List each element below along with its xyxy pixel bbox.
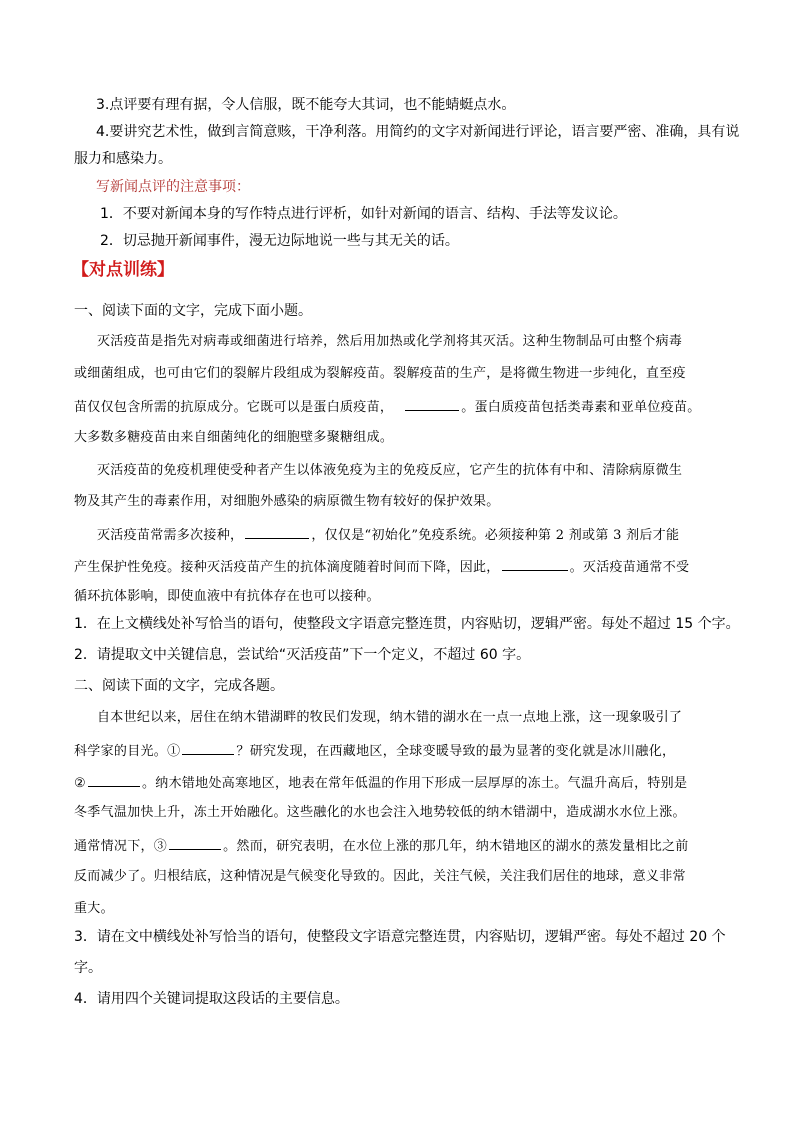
- tip-item-4-line1: 4.要讲究艺术性，做到言简意赅，干净利落。用简约的文字对新闻进行评论，语言要严密、准确，具有说: [96, 124, 740, 140]
- question-2: 2．请提取文中关键信息，尝试给“灭活疫苗”下一个定义，不超过 60 字。: [74, 647, 531, 663]
- text-segment: 产生保护性免疫。接种灭活疫苗产生的抗体滴度随着时间而下降，因此，: [74, 560, 500, 575]
- fill-blank: [502, 556, 568, 571]
- fill-blank: [245, 524, 309, 539]
- text-segment: ，仅仅是“初始化”免疫系统。必须接种第 2 剂或第 3 剂后才能: [311, 528, 680, 543]
- question-1: 1．在上文横线处补写恰当的语句，使整段文字语意完整连贯，内容贴切，逻辑严密。每处不超过 15 个字。: [74, 616, 740, 632]
- part2-para-line4: 冬季气温加快上升，冻土开始融化。这些融化的水也会注入地势较低的纳木错湖中，造成湖水水位上涨。: [74, 805, 686, 820]
- part1-para1-line2: 或细菌组成，也可由它们的裂解片段组成为裂解疫苗。裂解疫苗的生产，是将微生物进一步纯化，直至疫: [74, 366, 686, 381]
- text-segment: 通常情况下，③: [74, 839, 168, 854]
- part1-para3-line3: 循环抗体影响，即使血液中有抗体存在也可以接种。: [74, 589, 380, 604]
- part1-para1-line4: 大多数多糖疫苗由来自细菌纯化的细胞壁多聚糖组成。: [74, 430, 394, 445]
- part2-para-line2: [74, 740, 675, 762]
- part2-heading: 二、阅读下面的文字，完成各题。: [74, 678, 284, 694]
- tip-item-4-line2: 服力和感染力。: [74, 151, 172, 167]
- text-segment: ？研究发现，在西藏地区，全球变暖导致的最为显著的变化就是冰川融化，: [236, 744, 676, 759]
- part1-para1-line3: [74, 396, 701, 418]
- part2-para-line3: [74, 772, 687, 794]
- text-segment: 。纳木错地处高寒地区，地表在常年低温的作用下形成一层厚厚的冻土。气温升高后，特别是: [141, 776, 688, 791]
- part2-para-line7: 重大。: [74, 901, 114, 916]
- part1-para3-line2: [74, 556, 689, 578]
- part2-para-line5: [74, 835, 689, 857]
- text-segment: 灭活疫苗常需多次接种，: [97, 528, 244, 543]
- text-segment: 。然而，研究表明，在水位上涨的那几年，纳木错地区的湖水的蒸发量相比之前: [223, 839, 689, 854]
- question-3-line2: 字。: [74, 960, 102, 976]
- section-title: 【对点训练】: [72, 260, 174, 280]
- question-3-line1: 3．请在文中横线处补写恰当的语句，使整段文字语意完整连贯，内容贴切，逻辑严密。每处不超过 20 个: [74, 929, 726, 945]
- part1-para2-line2: 物及其产生的毒素作用，对细胞外感染的病原微生物有较好的保护效果。: [74, 494, 500, 509]
- part2-para-line6: 反而减少了。归根结底，这种情况是气候变化导致的。因此，关注气候，关注我们居住的地球，意义非常: [74, 869, 686, 884]
- fill-blank: [405, 396, 459, 411]
- text-segment: 。蛋白质疫苗包括类毒素和亚单位疫苗。: [461, 400, 701, 415]
- fill-blank: [182, 740, 234, 755]
- part2-para-line1: 自本世纪以来，居住在纳木错湖畔的牧民们发现，纳木错的湖水在一点一点地上涨，这一现象吸引了: [97, 710, 683, 725]
- text-segment: 科学家的目光。①: [74, 744, 181, 759]
- question-4: 4．请用四个关键词提取这段话的主要信息。: [74, 991, 349, 1007]
- fill-blank: [88, 772, 140, 787]
- note-item-2: 2．切忌抛开新闻事件，漫无边际地说一些与其无关的话。: [100, 233, 459, 249]
- part1-heading: 一、阅读下面的文字，完成下面小题。: [74, 303, 312, 319]
- text-segment: 。灭活疫苗通常不受: [569, 560, 690, 575]
- part1-para2-line1: 灭活疫苗的免疫机理使受种者产生以体液免疫为主的免疫反应，它产生的抗体有中和、清除病原微生: [97, 463, 683, 478]
- part1-para1-line1: 灭活疫苗是指先对病毒或细菌进行培养，然后用加热或化学剂将其灭活。这种生物制品可由整个病毒: [97, 334, 683, 349]
- text-segment: 苗仅仅包含所需的抗原成分。它既可以是蛋白质疫苗，: [74, 400, 394, 415]
- notes-heading: 写新闻点评的注意事项：: [96, 179, 250, 195]
- text-segment: ②: [74, 776, 86, 791]
- note-item-1: 1．不要对新闻本身的写作特点进行评析，如针对新闻的语言、结构、手法等发议论。: [100, 206, 627, 222]
- part1-para3-line1: [97, 524, 679, 546]
- fill-blank: [169, 835, 221, 850]
- tip-item-3: 3.点评要有理有据，令人信服，既不能夸大其词，也不能蜻蜓点水。: [96, 97, 516, 113]
